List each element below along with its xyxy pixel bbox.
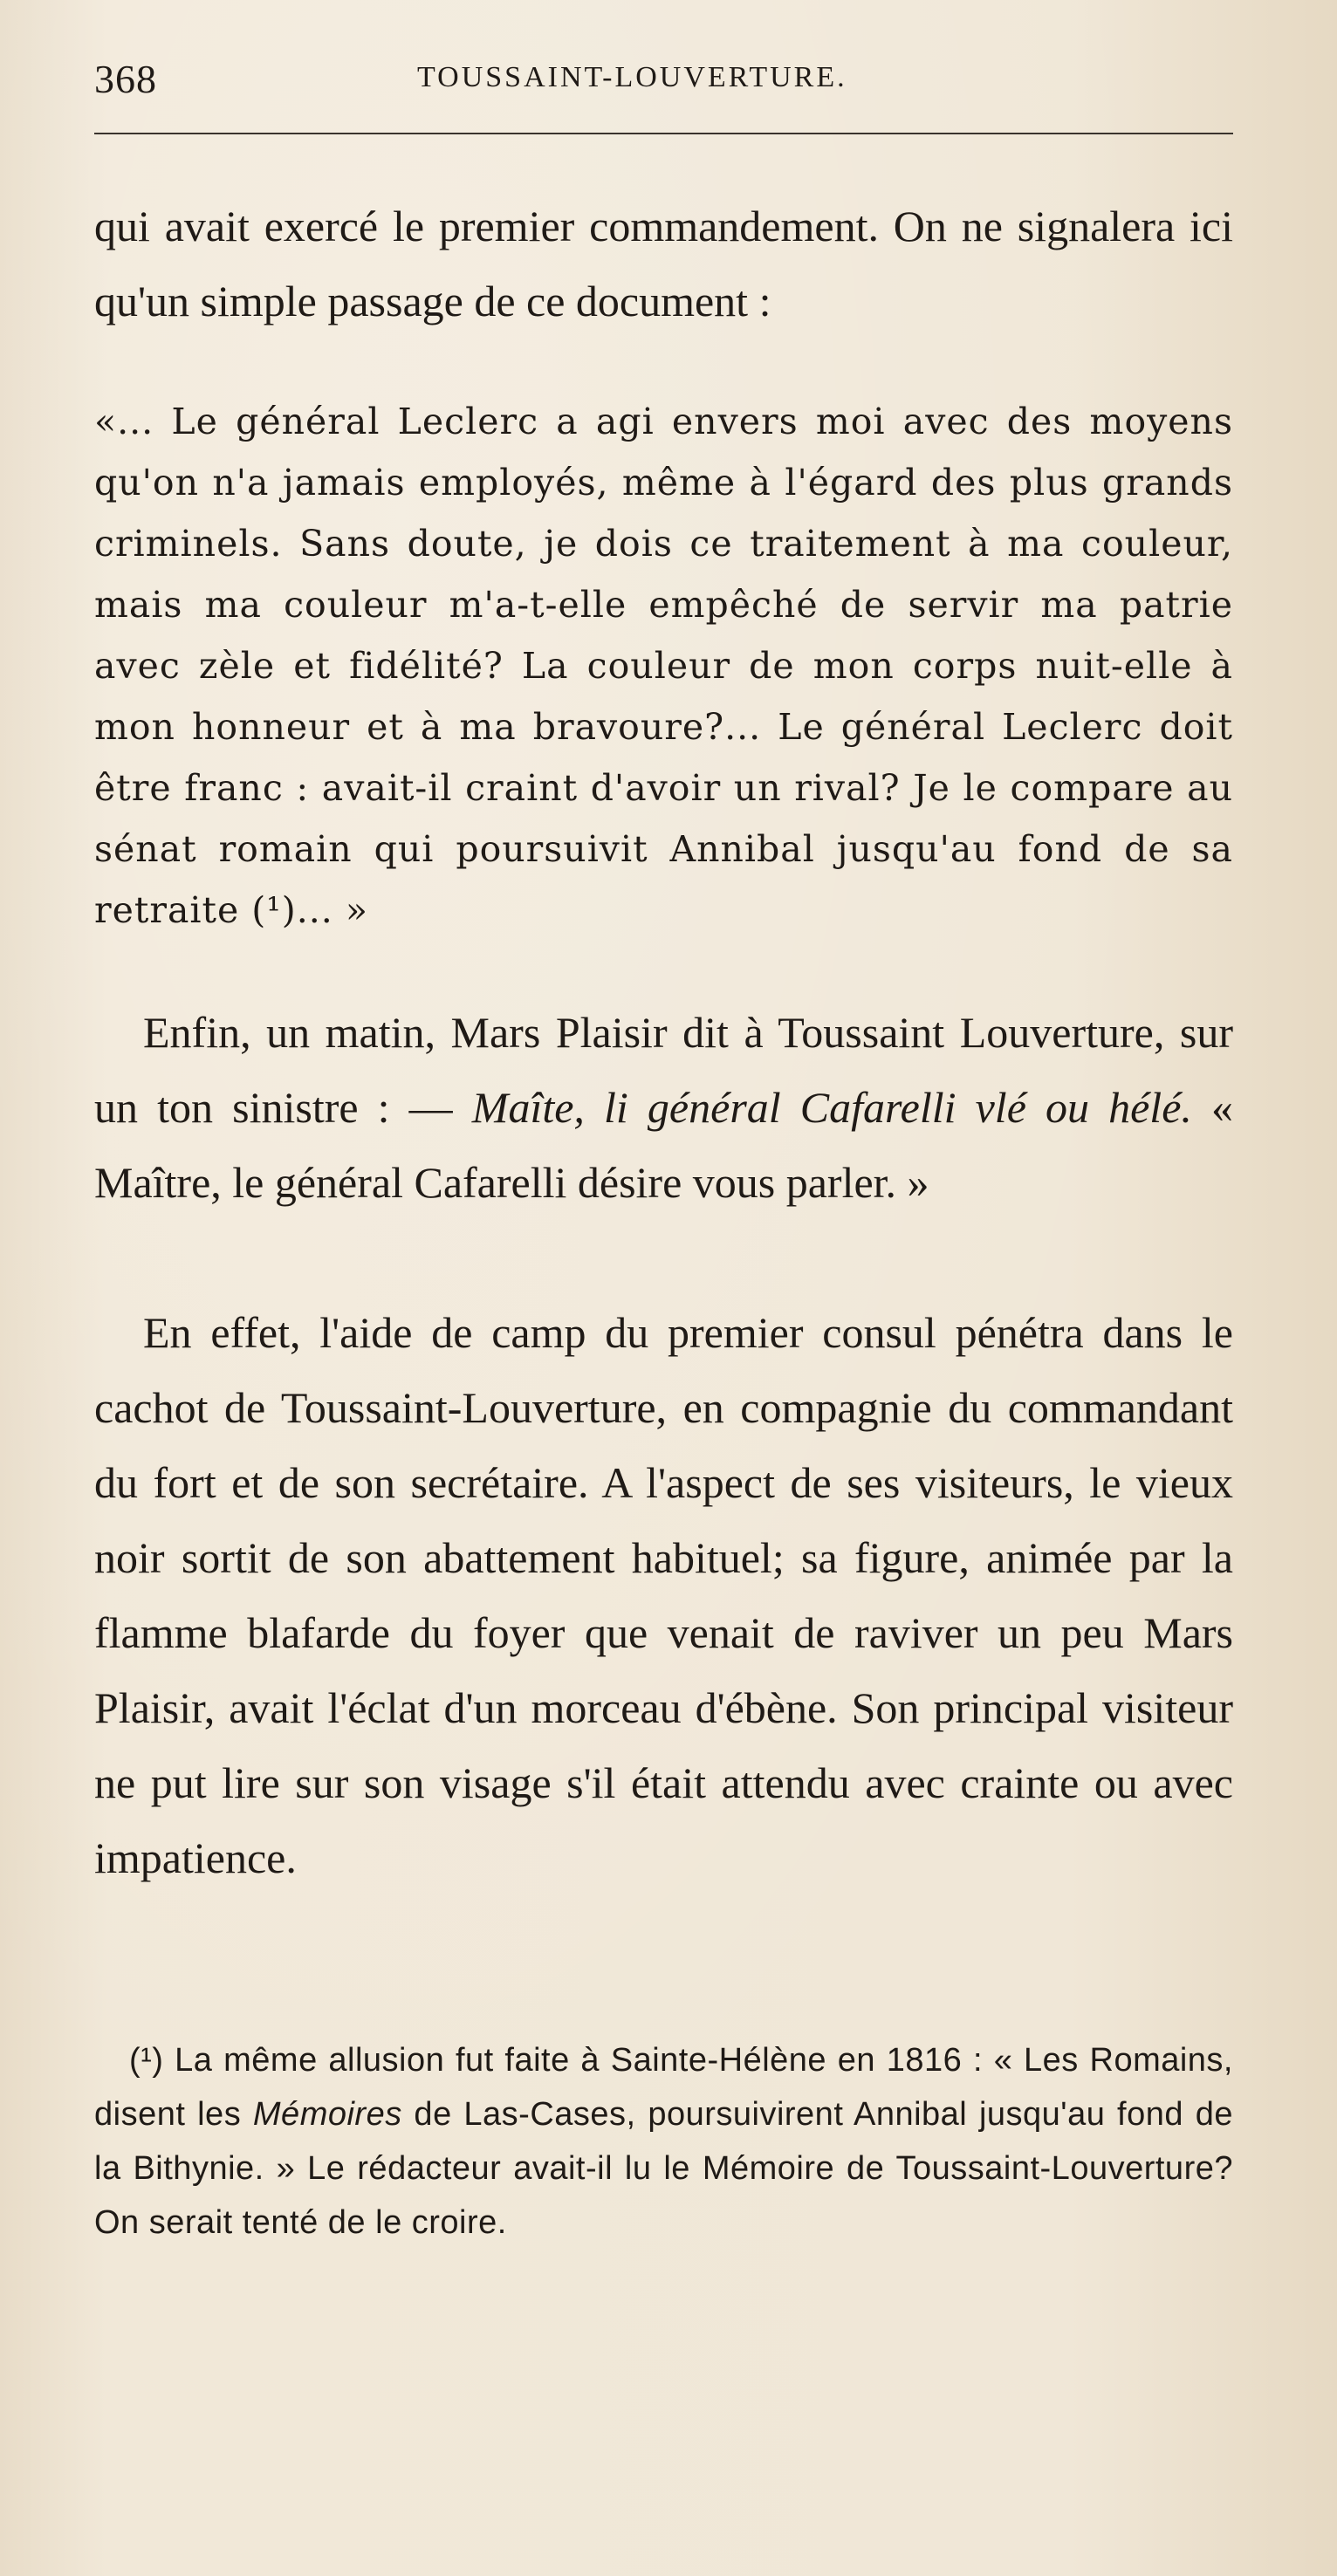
- footnote-text-b: de Las-Cases, poursuivirent Annibal jusqu'au fond de la Bithynie. » Le rédacteur avait-il lu le Mémoire de Toussaint-Louverture? On serait tenté de le croire.: [94, 2096, 1233, 2241]
- paragraph-3: En effet, l'aide de camp du premier consul pénétra dans le cachot de Toussaint-Louverture, en compagnie du commandant du fort et de son secrétaire. A l'aspect de ses visiteurs, le vieux noir sortit de son abattement habituel; sa figure, animée par la flamme blafarde du foyer que venait de raviver un peu Mars Plaisir, avait l'éclat d'un morceau d'ébène. Son principal visiteur ne put lire sur son visage s'il était attendu avec crainte ou avec impatience.: [94, 1308, 1233, 1882]
- page-number: 368: [94, 57, 157, 101]
- block-quote: «... Le général Leclerc a agi envers moi avec des moyens qu'on n'a jamais employés, même à l'égard des plus grands criminels. Sans doute, je dois ce traitement à ma couleur, mais ma couleur m'a-t-elle empêché de servir ma patrie avec zèle et fidélité? La couleur de mon corps nuit-elle à mon honneur et à ma bravoure?... Le général Leclerc doit être franc : avait-il craint d'avoir un rival? Je le compare au sénat romain qui poursuivit Annibal jusqu'au fond de sa retraite (¹)... »: [94, 401, 1233, 931]
- footnote-italic: Mémoires: [252, 2096, 402, 2133]
- paragraph-2-text-b: « Maître, le général Cafarelli désire vous parler. »: [94, 1083, 1234, 1207]
- footnote-text-a: La même allusion fut faite à Sainte-Hélène en 1816 : « Les Romains, disent les: [94, 2042, 1233, 2133]
- paragraph-2-creole-italic: Maîte, li général Cafarelli vlé ou hélé.: [471, 1083, 1192, 1132]
- footnote: [94, 2033, 1233, 2250]
- paragraph-2: [94, 995, 1233, 1220]
- paragraph-1: qui avait exercé le premier commandement. On ne signalera ici qu'un simple passage de ce document :: [94, 202, 1233, 325]
- running-title: TOUSSAINT-LOUVERTURE.: [417, 61, 847, 93]
- footnote-marker: (¹): [129, 2042, 164, 2079]
- page-header: [94, 52, 1233, 113]
- header-rule: [94, 133, 1233, 134]
- paragraph-2-text-a: Enfin, un matin, Mars Plaisir dit à Toussaint Louverture, sur un ton sinistre : —: [94, 1008, 1233, 1132]
